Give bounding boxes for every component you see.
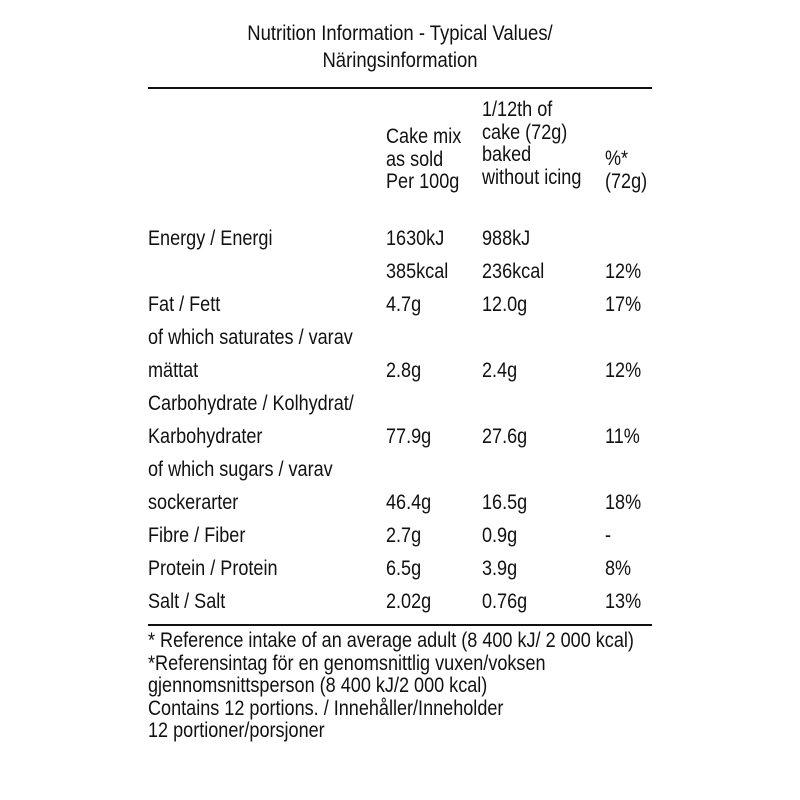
header-portion-line: cake (72g) [482,120,568,144]
row-value-per-100g: 385kcal [386,260,449,283]
row-value-percent: 18% [605,491,642,514]
row-value-percent: 12% [605,359,642,382]
row-value-per-portion: 0.76g [482,590,528,613]
header-percent [605,148,647,193]
row-label: sockerarter [148,491,239,514]
row-label: Salt / Salt [148,590,226,613]
row-value-percent: - [605,524,612,547]
header-portion-line: 1/12th of [482,98,553,121]
row-value-per-100g: 4.7g [386,293,422,316]
row-value-percent: 12% [605,260,642,283]
row-value-percent: 8% [605,557,632,580]
header-cake-mix-line: Per 100g [386,170,460,193]
row-value-per-portion: 2.4g [482,359,518,382]
header-cake-mix [386,126,461,194]
row-label: mättat [148,359,199,382]
row-value-per-100g: 77.9g [386,425,432,448]
row-value-percent: 17% [605,293,642,316]
row-value-per-portion: 12.0g [482,293,528,316]
header-cake-mix-line: Cake mix [386,125,462,148]
row-value-per-portion: 0.9g [482,524,518,547]
row-value-percent: 13% [605,590,642,613]
row-label: Fat / Fett [148,293,221,316]
footer-notes [148,629,634,743]
row-label: Fibre / Fiber [148,524,246,547]
row-value-per-portion: 236kcal [482,260,545,283]
row-label: Carbohydrate / Kolhydrat/ [148,392,354,415]
header-percent-line: %* [605,147,629,170]
row-value-per-100g: 2.8g [386,359,422,382]
title-line-1: Nutrition Information - Typical Values/ [247,22,553,45]
footer-line: *Referensintag för en genomsnittlig vuxen/voksen [148,651,546,675]
top-divider [148,87,652,89]
header-portion-line: baked [482,143,532,166]
row-value-per-100g: 2.02g [386,590,432,613]
row-label: Energy / Energi [148,227,273,250]
nutrition-label [148,0,652,800]
row-label: of which sugars / varav [148,458,333,481]
row-value-percent: 11% [605,425,640,448]
row-value-per-100g: 6.5g [386,557,422,580]
header-percent-line: (72g) [605,169,648,193]
row-value-per-100g: 1630kJ [386,227,445,250]
header-portion-line: without icing [482,165,582,189]
title-line-2: Näringsinformation [322,49,478,72]
footer-line: gjennomsnittsperson (8 400 kJ/2 000 kcal) [148,674,488,697]
bottom-divider [148,624,652,626]
row-value-per-100g: 2.7g [386,524,422,547]
footer-line: * Reference intake of an average adult (8 400 kJ/ 2 000 kcal) [148,629,634,652]
header-portion [482,99,581,189]
row-value-per-portion: 27.6g [482,425,528,448]
row-label: Protein / Protein [148,557,278,580]
row-label: of which saturates / varav [148,326,353,349]
nutrition-title [178,20,622,74]
footer-line: Contains 12 portions. / Innehåller/Inneholder [148,696,504,720]
row-label: Karbohydrater [148,425,263,448]
header-cake-mix-line: as sold [386,147,444,171]
row-value-per-portion: 988kJ [482,227,531,250]
row-value-per-portion: 16.5g [482,491,528,514]
footer-line: 12 portioner/porsjoner [148,719,325,742]
row-value-per-portion: 3.9g [482,557,518,580]
row-value-per-100g: 46.4g [386,491,432,514]
